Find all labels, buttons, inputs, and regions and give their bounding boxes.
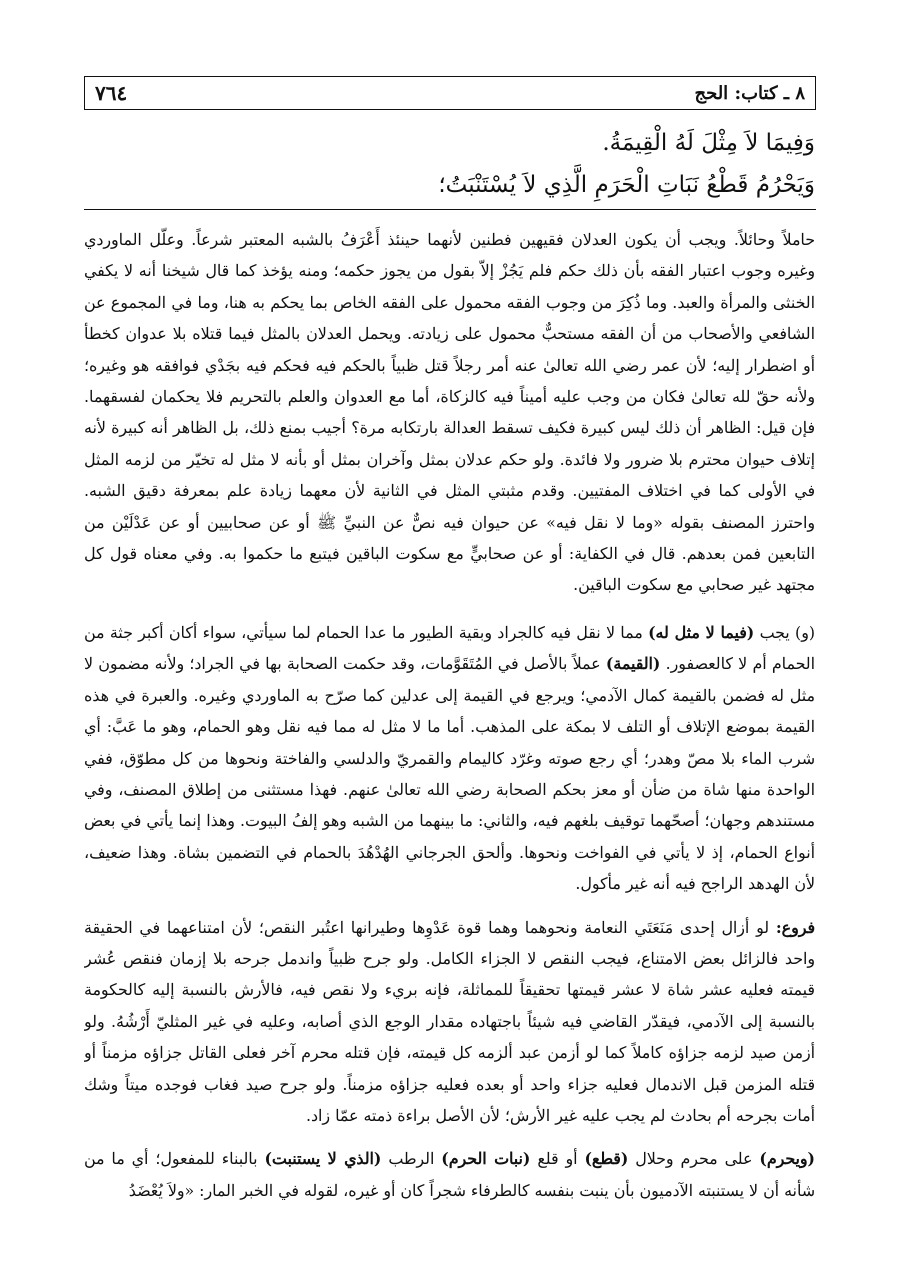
quoted-matn: (فيما لا مثل له) bbox=[648, 622, 755, 642]
text-segment: لو أزال إحدى مَنَعَتَي النعامة ونحوهما وهما قوة عَدْوِها وطيرانها اعتُبر النقص؛ لأن امتناعهما في الحقيقة واحد فالزائل بعض الامتناع، فيجب النقص لا الجزاء الكامل. ولو جرح ظبياً واندمل جرحه بلا إزمان فنقص عُشر قيمته فعليه عشر شاة لا عشر قيمتها تحقيقاً للمماثلة، فإنه بريء ولا نقص فيه، فالأرش بالنسبة إليه كالحكومة بالنسبة إلى الآدمي، فيقدّر القاضي فيه شيئاً باجتهاده مقدار الوجع الذي أصابه، وعليه في غير المثليّ أَرْشُهُ. ولو أزمن صيد لزمه جزاؤه كاملاً كما لو أزمن عبد ألزمه كل قيمته، فإن قتله محرم آخر فعلى القاتل جزاؤه مزمناً أو قتله المزمن قبل الاندمال فعليه جزاء واحد أو بعده فعليه جزاؤه مزمناً. ولو جرح صيد فغاب فوجده ميتاً وشك أمات بجرحه أم بحادث لم يجب عليه غير الأرش؛ لأن الأصل براءة ذمته عمّا زاد. bbox=[84, 917, 815, 1125]
commentary-paragraph bbox=[84, 1143, 815, 1206]
commentary bbox=[84, 224, 815, 1248]
quoted-matn: (ويحرم) bbox=[759, 1149, 815, 1169]
commentary-paragraph bbox=[84, 617, 815, 900]
text-segment: على محرم وحلال bbox=[628, 1149, 760, 1169]
quoted-matn: (نبات الحرم) bbox=[441, 1149, 531, 1169]
quoted-matn: (قطع) bbox=[584, 1149, 629, 1169]
quoted-matn: (الذي لا يستنبت) bbox=[264, 1149, 382, 1169]
text-segment: أو قلع bbox=[530, 1149, 585, 1169]
main-text-line: وَيَحْرُمُ قَطْعُ نَبَاتِ الْحَرَمِ الَّذِي لاَ يُسْتَنْبَتُ؛ bbox=[438, 172, 815, 198]
text-segment: بالبناء للمفعول؛ أي ما من شأنه أن لا يستنبته الآدميون بأن ينبت بنفسه كالطرفاء شجراً كان أو غيره، لقوله في الخبر المار: «ولاَ يُعْضَدُ bbox=[84, 1149, 815, 1200]
commentary-paragraph bbox=[84, 912, 815, 1132]
text-segment: الرطب bbox=[381, 1149, 442, 1169]
main-text bbox=[84, 122, 815, 206]
page-header bbox=[84, 76, 816, 110]
page-number: ٧٦٤ bbox=[95, 81, 128, 105]
text-segment: عملاً بالأصل في المُتَقَوَّمات، وقد حكمت الصحابة بها في الجراد؛ ولأنه مضمون لا مثل له فضمن بالقيمة كمال الآدمي؛ ويرجع في القيمة إلى عدلين كما صرّح به الماوردي وغيره. والعبرة في هذه القيمة بموضع الإتلاف أو التلف لا بمكة على المذهب. أما ما لا مثل له مما فيه نقل وهو الحمام، وهو ما عَبَّ: أي شرب الماء بلا مصّ وهدر؛ أي رجع صوته وغرّد كاليمام والقمريّ والدلسي والفاختة ونحوها من كل مطوّق، ففي الواحدة منها شاة من ضأن أو معز بحكم الصحابة رضي الله تعالىٰ عنهم. فهذا مستثنى من إطلاق المصنف، وفي مستندهم وجهان؛ أصحّهما توقيف بلغهم فيه، والثاني: ما بينهما من الشبه وهو إلفُ البيوت. وهذا إنما يأتي في بعض أنواع الحمام، إذ لا يأتي في الفواخت ونحوها. وألحق الجرجاني الهُدْهُدَ بالحمام في التضمين بشاة. وهذا ضعيف، لأن الهدهد الراجح فيه أنه غير مأكول. bbox=[84, 654, 815, 894]
section-divider bbox=[84, 209, 816, 210]
text-segment: (و) يجب bbox=[754, 622, 815, 642]
quoted-matn: (القيمة) bbox=[605, 654, 661, 674]
commentary-paragraph: حاملاً وحائلاً. ويجب أن يكون العدلان فقيهين فطنين لأنهما حينئذ أَعْرَفُ بالشبه المعتبر شرعاً. وعلّل الماوردي وغيره وجوب اعتبار الفقه بأن ذلك حكم فلم يَجُزْ إلاّ بقول من يجوز حكمه؛ ومنه يؤخذ كما قال شيخنا أنه لا يكفي الخنثى والمرأة والعبد. وما ذُكِرَ من وجوب الفقه محمول على الفقه الخاص بما يحكم به هنا، وما في المجموع عن الشافعي والأصحاب من أن الفقه مستحبٌّ محمول على زيادته. ويحمل العدلان بالمثل فيما قتلاه بلا عدوان كخطأ أو اضطرار إليه؛ لأن عمر رضي الله تعالىٰ عنه أمر رجلاً قتل ظبياً بالحكم فيه فحكم فيه بجَدْي فوافقه هو وغيره؛ ولأنه حقّ لله تعالىٰ فكان من وجب عليه أميناً فيه كالزكاة، أما مع العدوان والعلم بالتحريم فلا يحكمان لفسقهما. فإن قيل: الظاهر أن ذلك ليس كبيرة فكيف تسقط العدالة بارتكابه مرة؟ أجيب بمنع ذلك، بل الظاهر أنه كبيرة لأنه إتلاف حيوان محترم بلا ضرور ولا فائدة. ولو حكم عدلان بمثل وآخران بمثل أو بأنه لا مثل له تخيّر من لزمه المثل في الأولى كما في اختلاف المفتيين. وقدم مثبتي المثل في الثانية لأن معهما زيادة علم بمعرفة دقيق الشبه. واحترز المصنف بقوله «وما لا نقل فيه» عن حيوان فيه نصٌّ عن النبيِّ ﷺ أو عن صحابيين أو عن عَدْلَيْن من التابعين فمن بعدهم. قال في الكفاية: أو عن صحابيٍّ مع سكوت الباقين فيتبع ما حكموا به. وفي معناه قول كل مجتهد غير صحابي مع سكوت الباقين. bbox=[84, 230, 815, 595]
main-text-line: وَفِيمَا لاَ مِثْلَ لَهُ الْقِيمَةُ. bbox=[602, 130, 815, 156]
chapter-title: ٨ ـ كتاب: الحج bbox=[694, 82, 805, 104]
text-segment: مما لا نقل فيه كالجراد وبقية الطيور ما عدا الحمام لما سيأتي، سواء أكان أكبر جثة من الحمام أم لا كالعصفور. bbox=[84, 622, 815, 674]
section-label: فروع: bbox=[775, 917, 815, 937]
